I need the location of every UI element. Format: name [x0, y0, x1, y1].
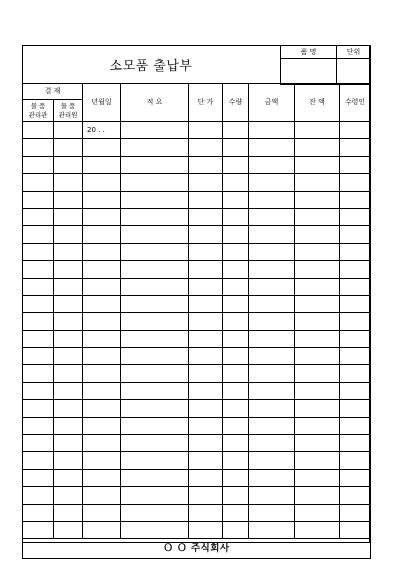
receiver-cell[interactable]	[340, 521, 371, 538]
table-row	[23, 348, 371, 365]
balance-cell[interactable]	[295, 261, 340, 278]
description-cell[interactable]	[121, 435, 189, 452]
receiver-cell[interactable]	[340, 435, 371, 452]
unit-field[interactable]	[337, 59, 371, 85]
receiver-cell[interactable]	[340, 313, 371, 330]
description-cell[interactable]	[121, 313, 189, 330]
column-header-amount: 금액	[249, 84, 295, 122]
amount-cell[interactable]	[249, 348, 295, 365]
table-row	[23, 382, 371, 399]
amount-cell[interactable]	[249, 226, 295, 243]
description-cell[interactable]	[121, 243, 189, 260]
description-cell[interactable]	[121, 191, 189, 208]
form-title: 소모품 출납부	[109, 58, 193, 74]
approval-officer-cell[interactable]	[54, 295, 83, 312]
approval-group-label: 결 재	[23, 84, 83, 100]
table-row	[23, 139, 371, 156]
approval-manager-label	[23, 100, 54, 122]
balance-cell[interactable]	[295, 122, 340, 139]
approval-officer-cell[interactable]	[54, 469, 83, 486]
balance-cell[interactable]	[295, 295, 340, 312]
receiver-cell[interactable]	[340, 122, 371, 139]
approval-manager-cell[interactable]	[23, 487, 54, 504]
balance-cell[interactable]	[295, 208, 340, 225]
approval-manager-cell[interactable]	[23, 278, 54, 295]
approval-officer-cell[interactable]	[54, 139, 83, 156]
approval-manager-cell[interactable]	[23, 348, 54, 365]
approval-manager-cell[interactable]	[23, 261, 54, 278]
quantity-cell[interactable]	[223, 504, 249, 521]
approval-officer-cell[interactable]	[54, 382, 83, 399]
date-cell[interactable]	[83, 208, 121, 225]
table-row	[23, 400, 371, 417]
receiver-cell[interactable]	[340, 261, 371, 278]
date-cell[interactable]	[83, 139, 121, 156]
table-row	[23, 521, 371, 538]
unit-price-cell[interactable]	[189, 174, 223, 191]
amount-cell[interactable]	[249, 417, 295, 434]
quantity-cell[interactable]	[223, 191, 249, 208]
balance-cell[interactable]	[295, 156, 340, 173]
approval-officer-cell[interactable]	[54, 156, 83, 173]
unit-label: 단위	[337, 46, 371, 59]
receiver-cell[interactable]	[340, 417, 371, 434]
balance-cell[interactable]	[295, 330, 340, 347]
approval-manager-cell[interactable]	[23, 139, 54, 156]
receiver-cell[interactable]	[340, 400, 371, 417]
date-cell[interactable]	[83, 348, 121, 365]
receiver-cell[interactable]	[340, 348, 371, 365]
date-cell[interactable]	[83, 521, 121, 538]
approval-manager-cell[interactable]	[23, 226, 54, 243]
table-row	[23, 417, 371, 434]
approval-manager-cell[interactable]	[23, 330, 54, 347]
amount-cell[interactable]	[249, 487, 295, 504]
date-cell[interactable]	[83, 469, 121, 486]
description-cell[interactable]	[121, 400, 189, 417]
approval-manager-cell[interactable]	[23, 191, 54, 208]
unit-price-cell[interactable]	[189, 278, 223, 295]
approval-manager-cell[interactable]	[23, 400, 54, 417]
balance-cell[interactable]	[295, 400, 340, 417]
balance-cell[interactable]	[295, 452, 340, 469]
table-row	[23, 487, 371, 504]
balance-cell[interactable]	[295, 313, 340, 330]
table-row	[23, 365, 371, 382]
description-cell[interactable]	[121, 504, 189, 521]
table-row	[23, 156, 371, 173]
quantity-cell[interactable]	[223, 452, 249, 469]
approval-officer-cell[interactable]	[54, 261, 83, 278]
quantity-cell[interactable]	[223, 122, 249, 139]
quantity-cell[interactable]	[223, 330, 249, 347]
balance-cell[interactable]	[295, 504, 340, 521]
date-cell[interactable]	[83, 156, 121, 173]
quantity-cell[interactable]	[223, 139, 249, 156]
balance-cell[interactable]	[295, 278, 340, 295]
unit-price-cell[interactable]	[189, 156, 223, 173]
table-row	[23, 243, 371, 260]
receiver-cell[interactable]	[340, 382, 371, 399]
description-cell[interactable]	[121, 208, 189, 225]
approval-officer-cell[interactable]	[54, 504, 83, 521]
description-cell[interactable]	[121, 156, 189, 173]
approval-officer-cell[interactable]	[54, 191, 83, 208]
unit-price-cell[interactable]	[189, 382, 223, 399]
approval-manager-cell[interactable]	[23, 156, 54, 173]
approval-manager-cell[interactable]	[23, 208, 54, 225]
date-cell[interactable]	[83, 417, 121, 434]
quantity-cell[interactable]	[223, 313, 249, 330]
column-header-date: 년월일	[83, 84, 121, 122]
balance-cell[interactable]	[295, 348, 340, 365]
amount-cell[interactable]	[249, 122, 295, 139]
table-row	[23, 330, 371, 347]
date-cell[interactable]	[83, 400, 121, 417]
description-cell[interactable]	[121, 295, 189, 312]
approval-officer-cell[interactable]	[54, 348, 83, 365]
amount-cell[interactable]	[249, 139, 295, 156]
approval-officer-cell[interactable]	[54, 452, 83, 469]
quantity-cell[interactable]	[223, 295, 249, 312]
approval-officer-cell[interactable]	[54, 417, 83, 434]
receiver-cell[interactable]	[340, 504, 371, 521]
table-row	[23, 504, 371, 521]
unit-price-cell[interactable]	[189, 122, 223, 139]
quantity-cell[interactable]	[223, 400, 249, 417]
table-row	[23, 452, 371, 469]
date-cell[interactable]	[83, 365, 121, 382]
table-row	[23, 435, 371, 452]
description-cell[interactable]	[121, 417, 189, 434]
receiver-cell[interactable]	[340, 487, 371, 504]
balance-cell[interactable]	[295, 139, 340, 156]
approval-officer-cell[interactable]	[54, 313, 83, 330]
receiver-cell[interactable]	[340, 469, 371, 486]
receiver-cell[interactable]	[340, 191, 371, 208]
description-cell[interactable]	[121, 122, 189, 139]
quantity-cell[interactable]	[223, 278, 249, 295]
approval-manager-cell[interactable]	[23, 174, 54, 191]
approval-manager-cell[interactable]	[23, 382, 54, 399]
date-cell[interactable]	[83, 504, 121, 521]
receiver-cell[interactable]	[340, 278, 371, 295]
description-cell[interactable]	[121, 382, 189, 399]
date-cell[interactable]	[83, 330, 121, 347]
approval-officer-cell[interactable]	[54, 330, 83, 347]
balance-cell[interactable]	[295, 365, 340, 382]
company-footer: Ｏ Ｏ 주식회사	[23, 539, 371, 559]
column-header-quantity: 수량	[223, 84, 249, 122]
amount-cell[interactable]	[249, 400, 295, 417]
date-cell[interactable]	[83, 261, 121, 278]
table-row	[23, 469, 371, 486]
unit-price-cell[interactable]	[189, 295, 223, 312]
table-row	[23, 313, 371, 330]
quantity-cell[interactable]	[223, 261, 249, 278]
date-cell[interactable]	[83, 382, 121, 399]
date-cell[interactable]	[83, 487, 121, 504]
amount-cell[interactable]	[249, 313, 295, 330]
quantity-cell[interactable]	[223, 365, 249, 382]
ledger-rows	[23, 122, 371, 539]
date-cell[interactable]	[83, 278, 121, 295]
approval-manager-cell[interactable]	[23, 469, 54, 486]
balance-cell[interactable]	[295, 174, 340, 191]
quantity-cell[interactable]	[223, 382, 249, 399]
receiver-cell[interactable]	[340, 226, 371, 243]
approval-officer-cell[interactable]	[54, 226, 83, 243]
approval-officer-cell[interactable]	[54, 122, 83, 139]
quantity-cell[interactable]	[223, 435, 249, 452]
unit-price-cell[interactable]	[189, 452, 223, 469]
column-header-balance: 잔 액	[295, 84, 340, 122]
table-row	[23, 191, 371, 208]
column-header-description: 적 요	[121, 84, 189, 122]
date-cell[interactable]: 20 . .	[83, 122, 121, 139]
approval-officer-cell[interactable]	[54, 365, 83, 382]
description-cell[interactable]	[121, 348, 189, 365]
amount-cell[interactable]	[249, 365, 295, 382]
quantity-cell[interactable]	[223, 243, 249, 260]
approval-manager-cell[interactable]	[23, 313, 54, 330]
receiver-cell[interactable]	[340, 330, 371, 347]
amount-cell[interactable]	[249, 452, 295, 469]
quantity-cell[interactable]	[223, 226, 249, 243]
approval-manager-cell[interactable]	[23, 521, 54, 538]
unit-price-cell[interactable]	[189, 435, 223, 452]
description-cell[interactable]	[121, 487, 189, 504]
column-header-receiver: 수령인	[340, 84, 371, 122]
unit-price-cell[interactable]	[189, 365, 223, 382]
date-cell[interactable]	[83, 243, 121, 260]
approval-officer-label-line1: 물 품	[60, 102, 76, 111]
table-row	[23, 208, 371, 225]
balance-cell[interactable]	[295, 469, 340, 486]
amount-cell[interactable]	[249, 295, 295, 312]
unit-price-cell[interactable]	[189, 469, 223, 486]
description-cell[interactable]	[121, 174, 189, 191]
unit-price-cell[interactable]	[189, 243, 223, 260]
amount-cell[interactable]	[249, 261, 295, 278]
balance-cell[interactable]	[295, 243, 340, 260]
unit-price-cell[interactable]	[189, 261, 223, 278]
quantity-cell[interactable]	[223, 208, 249, 225]
balance-cell[interactable]	[295, 521, 340, 538]
amount-cell[interactable]	[249, 278, 295, 295]
approval-manager-label-line2: 관리관	[28, 110, 48, 119]
approval-officer-cell[interactable]	[54, 208, 83, 225]
balance-cell[interactable]	[295, 417, 340, 434]
approval-officer-label-line2: 관리원	[58, 110, 78, 119]
approval-manager-label-line1: 물 품	[30, 102, 46, 111]
table-row	[23, 261, 371, 278]
date-cell[interactable]	[83, 295, 121, 312]
ledger-table	[22, 83, 371, 559]
quantity-cell[interactable]	[223, 174, 249, 191]
approval-manager-cell[interactable]	[23, 417, 54, 434]
approval-manager-cell[interactable]	[23, 295, 54, 312]
approval-manager-cell[interactable]	[23, 452, 54, 469]
item-unit-box	[280, 45, 371, 85]
approval-officer-cell[interactable]	[54, 521, 83, 538]
amount-cell[interactable]	[249, 521, 295, 538]
date-cell[interactable]	[83, 452, 121, 469]
unit-price-cell[interactable]	[189, 487, 223, 504]
unit-price-cell[interactable]	[189, 521, 223, 538]
quantity-cell[interactable]	[223, 417, 249, 434]
approval-manager-cell[interactable]	[23, 243, 54, 260]
quantity-cell[interactable]	[223, 156, 249, 173]
description-cell[interactable]	[121, 452, 189, 469]
description-cell[interactable]	[121, 365, 189, 382]
unit-price-cell[interactable]	[189, 348, 223, 365]
approval-officer-cell[interactable]	[54, 487, 83, 504]
approval-officer-cell[interactable]	[54, 243, 83, 260]
balance-cell[interactable]	[295, 382, 340, 399]
date-cell[interactable]	[83, 226, 121, 243]
receiver-cell[interactable]	[340, 139, 371, 156]
description-cell[interactable]	[121, 330, 189, 347]
description-cell[interactable]	[121, 261, 189, 278]
unit-price-cell[interactable]	[189, 208, 223, 225]
unit-price-cell[interactable]	[189, 313, 223, 330]
quantity-cell[interactable]	[223, 348, 249, 365]
date-cell[interactable]	[83, 174, 121, 191]
approval-officer-cell[interactable]	[54, 435, 83, 452]
amount-cell[interactable]	[249, 174, 295, 191]
item-name-label: 품 명	[281, 46, 337, 59]
unit-price-cell[interactable]	[189, 504, 223, 521]
date-cell[interactable]	[83, 313, 121, 330]
approval-manager-cell[interactable]	[23, 504, 54, 521]
amount-cell[interactable]	[249, 156, 295, 173]
unit-price-cell[interactable]	[189, 417, 223, 434]
amount-cell[interactable]	[249, 208, 295, 225]
description-cell[interactable]	[121, 469, 189, 486]
approval-manager-cell[interactable]	[23, 435, 54, 452]
amount-cell[interactable]	[249, 504, 295, 521]
balance-cell[interactable]	[295, 435, 340, 452]
approval-manager-cell[interactable]	[23, 122, 54, 139]
description-cell[interactable]	[121, 139, 189, 156]
approval-officer-label	[54, 100, 83, 122]
item-name-field[interactable]	[281, 59, 337, 85]
receiver-cell[interactable]	[340, 208, 371, 225]
amount-cell[interactable]	[249, 243, 295, 260]
amount-cell[interactable]	[249, 191, 295, 208]
table-row	[23, 174, 371, 191]
amount-cell[interactable]	[249, 382, 295, 399]
unit-price-cell[interactable]	[189, 400, 223, 417]
approval-officer-cell[interactable]	[54, 174, 83, 191]
receiver-cell[interactable]	[340, 365, 371, 382]
unit-price-cell[interactable]	[189, 226, 223, 243]
quantity-cell[interactable]	[223, 521, 249, 538]
amount-cell[interactable]	[249, 330, 295, 347]
unit-price-cell[interactable]	[189, 330, 223, 347]
description-cell[interactable]	[121, 278, 189, 295]
amount-cell[interactable]	[249, 435, 295, 452]
approval-officer-cell[interactable]	[54, 278, 83, 295]
unit-price-cell[interactable]	[189, 139, 223, 156]
table-row	[23, 122, 371, 139]
column-header-unit-price: 단 가	[189, 84, 223, 122]
description-cell[interactable]	[121, 226, 189, 243]
approval-manager-cell[interactable]	[23, 365, 54, 382]
amount-cell[interactable]	[249, 469, 295, 486]
quantity-cell[interactable]	[223, 469, 249, 486]
balance-cell[interactable]	[295, 226, 340, 243]
quantity-cell[interactable]	[223, 487, 249, 504]
approval-officer-cell[interactable]	[54, 400, 83, 417]
balance-cell[interactable]	[295, 191, 340, 208]
date-cell[interactable]	[83, 435, 121, 452]
balance-cell[interactable]	[295, 487, 340, 504]
unit-price-cell[interactable]	[189, 191, 223, 208]
table-row	[23, 295, 371, 312]
receiver-cell[interactable]	[340, 174, 371, 191]
table-row	[23, 226, 371, 243]
date-cell[interactable]	[83, 191, 121, 208]
receiver-cell[interactable]	[340, 295, 371, 312]
receiver-cell[interactable]	[340, 243, 371, 260]
receiver-cell[interactable]	[340, 452, 371, 469]
table-row	[23, 278, 371, 295]
receiver-cell[interactable]	[340, 156, 371, 173]
description-cell[interactable]	[121, 521, 189, 538]
